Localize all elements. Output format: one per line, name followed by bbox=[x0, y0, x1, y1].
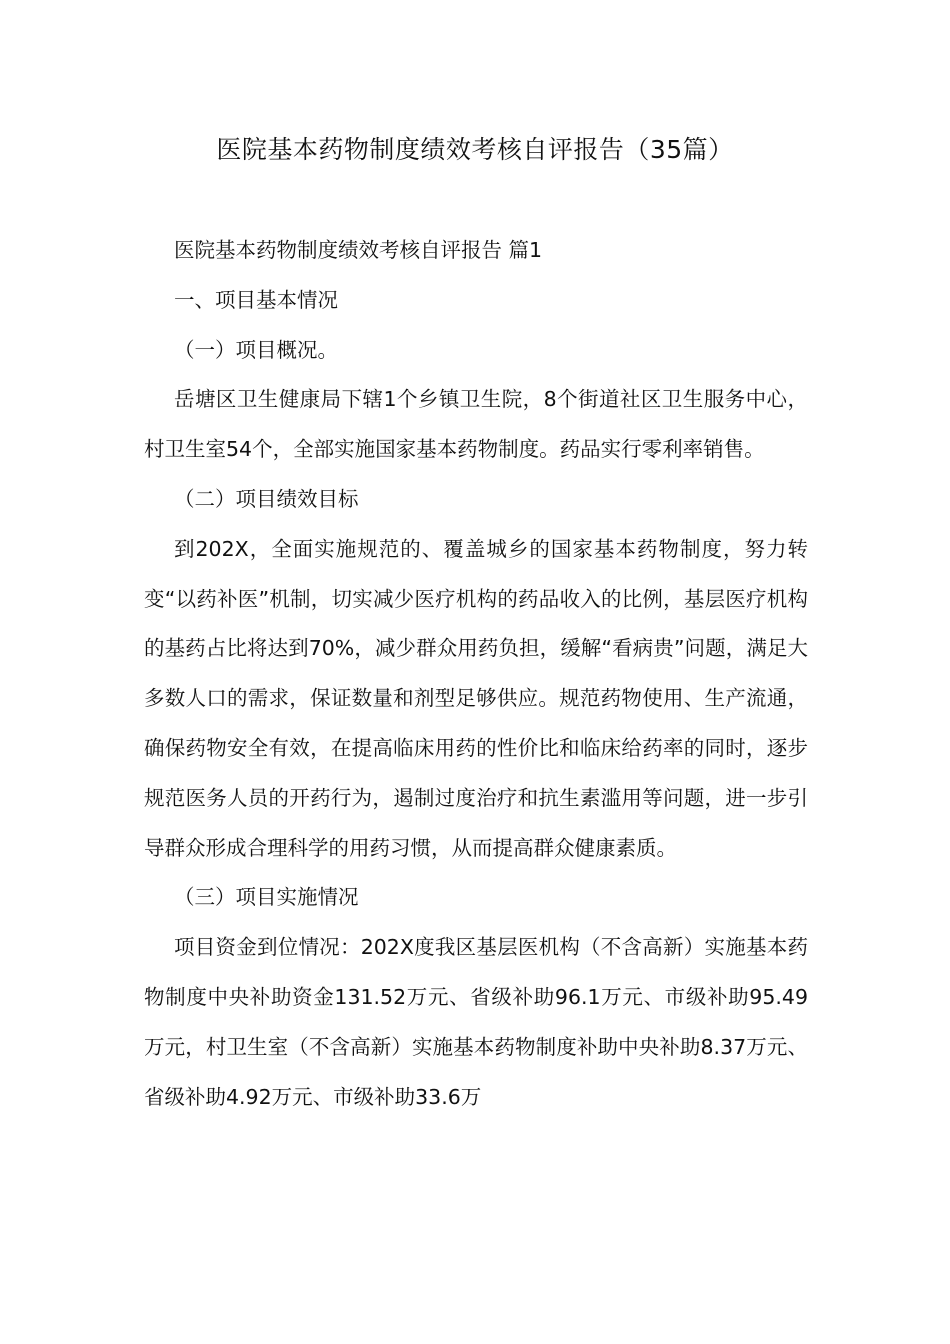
paragraph-overview: 岳塘区卫生健康局下辖1个乡镇卫生院，8个街道社区卫生服务中心，村卫生室54个，全部实施国家基本药物制度。药品实行零利率销售。 bbox=[144, 387, 808, 462]
document-title: 医院基本药物制度绩效考核自评报告（35篇） bbox=[216, 135, 734, 164]
subsection-heading-goals: （二）项目绩效目标 bbox=[174, 486, 359, 511]
section-heading-article: 医院基本药物制度绩效考核自评报告 篇1 bbox=[174, 238, 543, 262]
section-heading-basic-info: 一、项目基本情况 bbox=[174, 287, 338, 312]
subsection-heading-overview: （一）项目概况。 bbox=[174, 337, 338, 362]
subsection-heading-implementation: （三）项目实施情况 bbox=[174, 885, 359, 910]
paragraph-goals: 到202X，全面实施规范的、覆盖城乡的国家基本药物制度，努力转变“以药补医”机制，切实减少医疗机构的药品收入的比例，基层医疗机构的基药占比将达到70%，减少群众用药负担，缓解“看病贵”问题，满足大多数人口的需求，保证数量和剂型足够供应。规范药物使用、生产流通，确保药物安全有效，在提高临床用药的性价比和临床给药率的同时，逐步规范医务人员的开药行为，遏制过度治疗和抗生素滥用等问题，进一步引导群众形成合理科学的用药习惯，从而提高群众健康素质。 bbox=[144, 536, 808, 860]
paragraph-funding: 项目资金到位情况：202X度我区基层医机构（不含高新）实施基本药物制度中央补助资金131.52万元、省级补助96.1万元、市级补助95.49万元，村卫生室（不含高新）实施基本药物制度补助中央补助8.37万元、省级补助4.92万元、市级补助33.6万 bbox=[144, 935, 808, 1109]
document-body bbox=[144, 226, 808, 1122]
